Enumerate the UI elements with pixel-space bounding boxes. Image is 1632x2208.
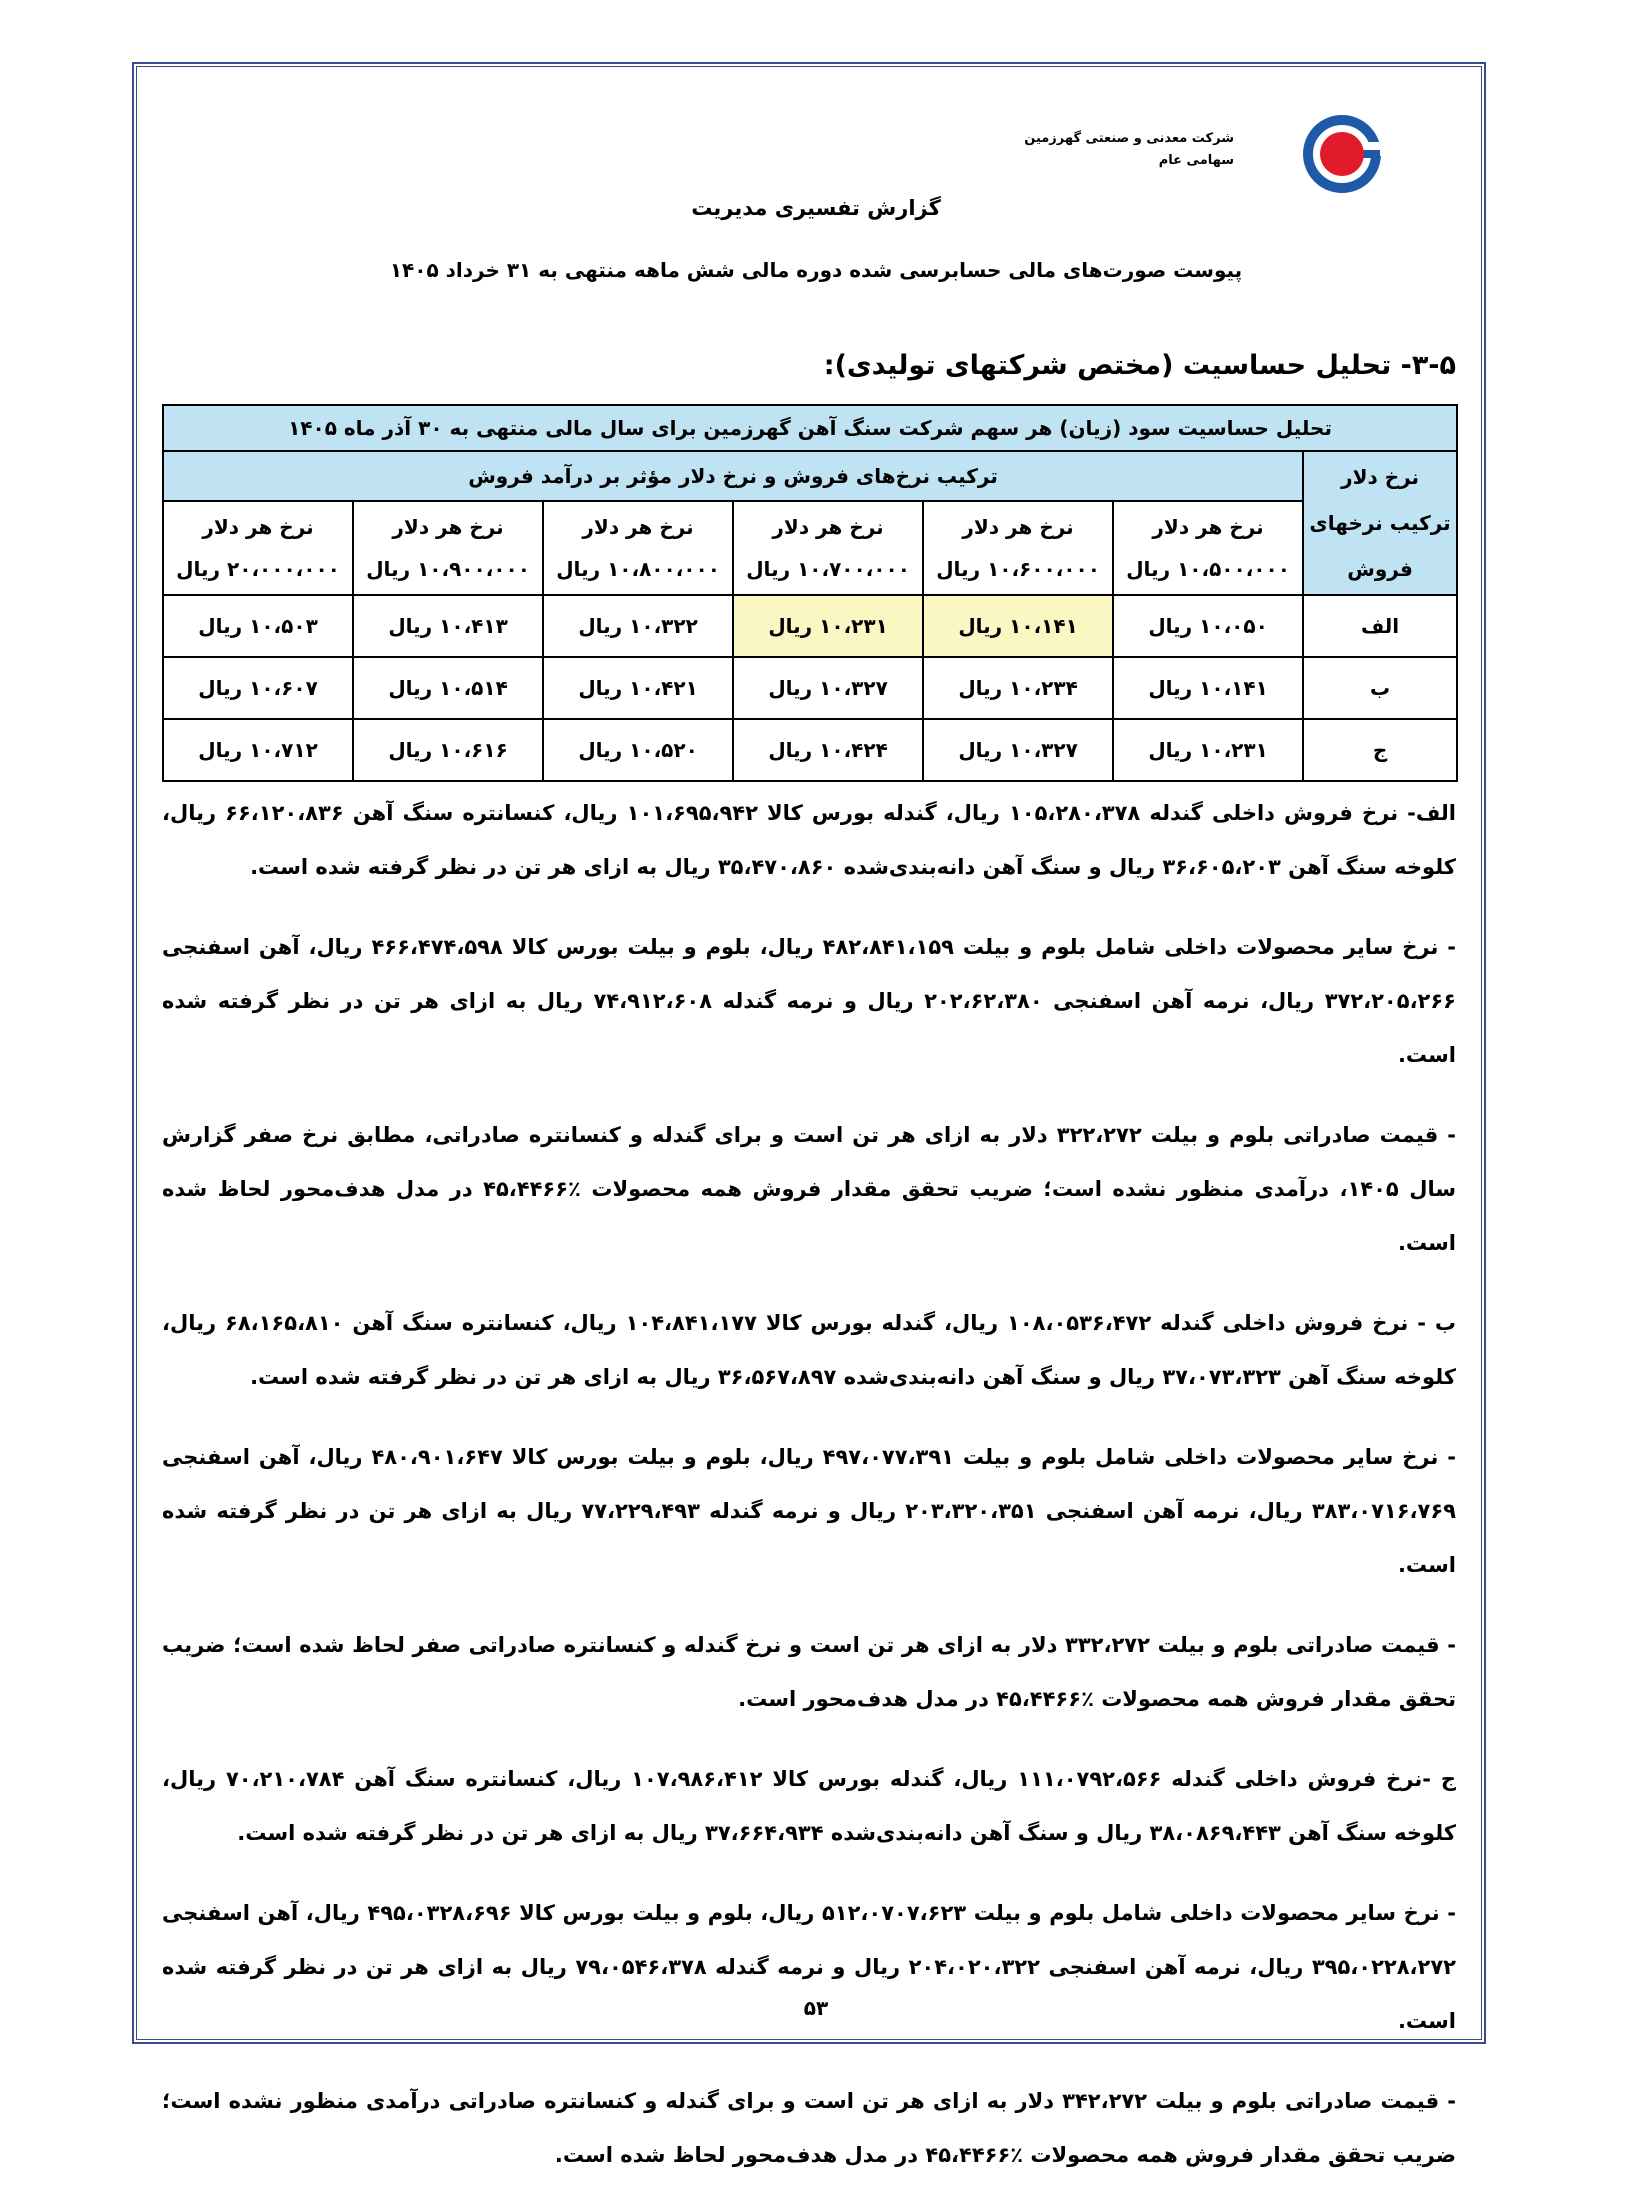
column-rate: ۱۰،۵۰۰،۰۰۰ ریال	[1126, 557, 1290, 581]
table-cell: ۱۰،۴۱۳ ریال	[353, 595, 543, 657]
table-cell: ۱۰،۴۲۴ ریال	[733, 719, 923, 781]
column-rate: ۱۰،۷۰۰،۰۰۰ ریال	[746, 557, 910, 581]
table-row	[163, 595, 1457, 657]
note-paragraph: ج -نرخ فروش داخلی گندله ۱۱۱،۰۷۹۲،۵۶۶ ریال، گندله بورس کالا ۱۰۷،۹۸۶،۴۱۲ ریال، کنسانتره سنگ آهن ۷۰،۲۱۰،۷۸۴ ریال، کلوخه سنگ آهن ۳۸،۰۸۶۹،۴۴۳ ریال و سنگ آهن دانه‌بندی‌شده ۳۷،۶۶۴،۹۳۴ ریال به ازای هر تن در نظر گرفته شده است.	[162, 1767, 1456, 1845]
report-subtitle: پیوست صورت‌های مالی حسابرسی شده دوره مالی شش ماهه منتهی به ۳۱ خرداد ۱۴۰۵	[389, 258, 1243, 282]
note-paragraph: - قیمت صادراتی بلوم و بیلت ۳۳۲،۲۷۲ دلار به ازای هر تن است و نرخ گندله و کنسانتره صادراتی صفر لحاظ شده است؛ ضریب تحقق مقدار فروش همه محصولات ٪۴۵،۴۴۶۶ در مدل هدف‌محور است.	[162, 1633, 1456, 1711]
table-cell: ۱۰،۵۱۴ ریال	[353, 657, 543, 719]
column-label: نرخ هر دلار	[202, 515, 314, 539]
report-title: گزارش تفسیری مدیریت	[691, 196, 941, 220]
notes-body	[162, 786, 1456, 2208]
note-paragraph: - قیمت صادراتی بلوم و بیلت ۳۴۲،۲۷۲ دلار به ازای هر تن است و برای گندله و کنسانتره صادراتی درآمدی منظور نشده است؛ ضریب تحقق مقدار فروش همه محصولات ٪۴۵،۴۴۶۶ در مدل هدف‌محور لحاظ شده است.	[162, 2089, 1456, 2167]
column-label: نرخ هر دلار	[582, 515, 694, 539]
sensitivity-table	[162, 404, 1458, 782]
column-rate: ۱۰،۸۰۰،۰۰۰ ریال	[556, 557, 720, 581]
column-header	[1113, 501, 1303, 595]
column-header	[923, 501, 1113, 595]
column-rate: ۱۰،۶۰۰،۰۰۰ ریال	[936, 557, 1100, 581]
row-header-line3: فروش	[1347, 557, 1413, 581]
section-title: ۳-۵- تحلیل حساسیت (مختص شرکتهای تولیدی):	[823, 350, 1456, 381]
column-header	[733, 501, 923, 595]
page-number: ۵۳	[803, 1996, 829, 2020]
row-label: الف	[1303, 595, 1457, 657]
column-label: نرخ هر دلار	[962, 515, 1074, 539]
company-type: سهامی عام	[1158, 153, 1234, 168]
table-title: تحلیل حساسیت سود (زیان) هر سهم شرکت سنگ آهن گهرزمین برای سال مالی منتهی به ۳۰ آذر ماه ۱۴۰۵	[163, 405, 1457, 451]
table-cell: ۱۰،۱۴۱ ریال	[1113, 657, 1303, 719]
table-cell: ۱۰،۷۱۲ ریال	[163, 719, 353, 781]
table-cell-highlighted: ۱۰،۱۴۱ ریال	[923, 595, 1113, 657]
column-label: نرخ هر دلار	[1152, 515, 1264, 539]
table-subheader: ترکیب نرخ‌های فروش و نرخ دلار مؤثر بر درآمد فروش	[163, 451, 1303, 501]
company-logo	[1298, 104, 1382, 204]
row-header-line1: نرخ دلار	[1341, 465, 1420, 489]
table-cell: ۱۰،۰۵۰ ریال	[1113, 595, 1303, 657]
table-cell: ۱۰،۳۲۲ ریال	[543, 595, 733, 657]
table-cell: ۱۰،۶۰۷ ریال	[163, 657, 353, 719]
table-cell: ۱۰،۵۲۰ ریال	[543, 719, 733, 781]
table-cell-highlighted: ۱۰،۲۳۱ ریال	[733, 595, 923, 657]
note-paragraph: - نرخ سایر محصولات داخلی شامل بلوم و بیلت ۴۸۲،۸۴۱،۱۵۹ ریال، بلوم و بیلت بورس کالا ۴۶۶،۴۷۴،۵۹۸ ریال، آهن اسفنجی ۳۷۲،۲۰۵،۲۶۶ ریال، نرمه آهن اسفنجی ۲۰۲،۶۲،۳۸۰ ریال و نرمه گندله ۷۴،۹۱۲،۶۰۸ ریال به ازای هر تن در نظر گرفته شده است.	[162, 935, 1457, 1067]
table-cell: ۱۰،۴۲۱ ریال	[543, 657, 733, 719]
table-row	[163, 719, 1457, 781]
company-name: شرکت معدنی و صنعتی گهرزمین	[1024, 131, 1234, 146]
column-label: نرخ هر دلار	[772, 515, 884, 539]
row-header-cell	[1303, 451, 1457, 595]
column-header	[353, 501, 543, 595]
column-header	[163, 501, 353, 595]
table-cell: ۱۰،۳۲۷ ریال	[733, 657, 923, 719]
note-paragraph: الف- نرخ فروش داخلی گندله ۱۰۵،۲۸۰،۳۷۸ ریال، گندله بورس کالا ۱۰۱،۶۹۵،۹۴۲ ریال، کنسانتره سنگ آهن ۶۶،۱۲۰،۸۳۶ ریال، کلوخه سنگ آهن ۳۶،۶۰۵،۲۰۳ ریال و سنگ آهن دانه‌بندی‌شده ۳۵،۴۷۰،۸۶۰ ریال به ازای هر تن در نظر گرفته شده است.	[162, 801, 1456, 879]
table-cell: ۱۰،۶۱۶ ریال	[353, 719, 543, 781]
table-row	[163, 657, 1457, 719]
column-label: نرخ هر دلار	[392, 515, 504, 539]
note-paragraph: - قیمت صادراتی بلوم و بیلت ۳۲۲،۲۷۲ دلار به ازای هر تن است و برای گندله و کنسانتره صادراتی، مطابق نرخ صفر گزارش سال ۱۴۰۵، درآمدی منظور نشده است؛ ضریب تحقق مقدار فروش همه محصولات ٪۴۵،۴۴۶۶ در مدل هدف‌محور لحاظ شده است.	[162, 1123, 1456, 1255]
note-paragraph: ب - نرخ فروش داخلی گندله ۱۰۸،۰۵۳۶،۴۷۲ ریال، گندله بورس کالا ۱۰۴،۸۴۱،۱۷۷ ریال، کنسانتره سنگ آهن ۶۸،۱۶۵،۸۱۰ ریال، کلوخه سنگ آهن ۳۷،۰۷۳،۳۲۳ ریال و سنگ آهن دانه‌بندی‌شده ۳۶،۵۶۷،۸۹۷ ریال به ازای هر تن در نظر گرفته شده است.	[162, 1311, 1456, 1389]
row-header-line2: ترکیب نرخهای	[1309, 511, 1451, 535]
row-label: ب	[1303, 657, 1457, 719]
table-cell: ۱۰،۳۲۷ ریال	[923, 719, 1113, 781]
table-cell: ۱۰،۲۳۱ ریال	[1113, 719, 1303, 781]
note-paragraph: - نرخ سایر محصولات داخلی شامل بلوم و بیلت ۴۹۷،۰۷۷،۳۹۱ ریال، بلوم و بیلت بورس کالا ۴۸۰،۹۰۱،۶۴۷ ریال، آهن اسفنجی ۳۸۳،۰۷۱۶،۷۶۹ ریال، نرمه آهن اسفنجی ۲۰۳،۳۲۰،۳۵۱ ریال و نرمه گندله ۷۷،۲۲۹،۴۹۳ ریال به ازای هر تن در نظر گرفته شده است.	[162, 1445, 1457, 1577]
column-header	[543, 501, 733, 595]
table-cell: ۱۰،۵۰۳ ریال	[163, 595, 353, 657]
row-label: ج	[1303, 719, 1457, 781]
table-cell: ۱۰،۲۳۴ ریال	[923, 657, 1113, 719]
note-paragraph: - نرخ سایر محصولات داخلی شامل بلوم و بیلت ۵۱۲،۰۷۰۷،۶۲۳ ریال، بلوم و بیلت بورس کالا ۴۹۵،۰۳۲۸،۶۹۶ ریال، آهن اسفنجی ۳۹۵،۰۲۲۸،۲۷۲ ریال، نرمه آهن اسفنجی ۲۰۴،۰۲۰،۳۲۲ ریال و نرمه گندله ۷۹،۰۵۴۶،۳۷۸ ریال به ازای هر تن در نظر گرفته شده است.	[162, 1901, 1457, 2033]
company-name-block	[1014, 128, 1234, 172]
column-rate: ۱۰،۹۰۰،۰۰۰ ریال	[366, 557, 530, 581]
column-rate: ۲۰،۰۰۰،۰۰۰ ریال	[176, 557, 340, 581]
